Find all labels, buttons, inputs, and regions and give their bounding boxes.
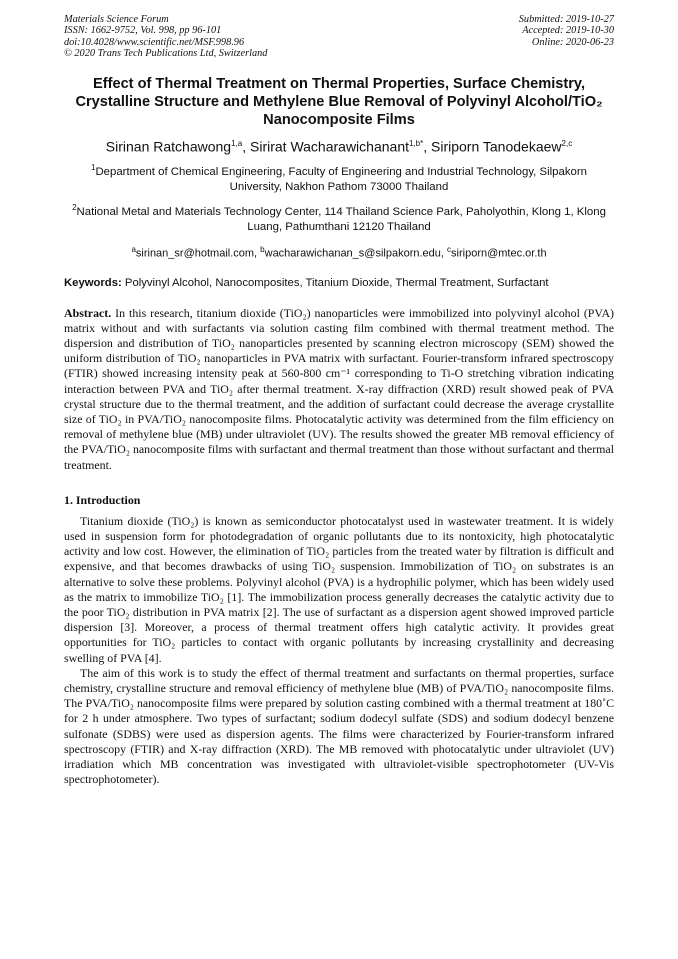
section-heading: 1. Introduction <box>64 492 141 507</box>
email-mark: c <box>447 244 452 254</box>
affiliation <box>64 160 614 195</box>
email-mark: b <box>260 244 265 254</box>
author-list: Sirinan Ratchawong$^{1,a}$, Sirirat Wacharawichanant$^{1,b*}$, Siriporn Tanodekaew$^{2,c}$ <box>105 138 573 155</box>
intro-paragraph: Titanium dioxide (TiO₂) is known as semiconductor photocatalyst used in wastewater treatment. It is widely used in suspension form for photodegradation of organic pollutants due to its nontoxicity, high photocatalytic activity and low cost. However, the elimination of TiO₂ particles from the treated water by filtration is difficult and expensive, and that becomes drawbacks of using TiO₂ suspension. Immobilization of TiO₂ on substrates is an alternative to solve these problems. Polyvinyl alcohol (PVA) is a hydrophilic polymer, which has been widely used as the matrix to immobilize TiO₂ [1]. The immobilization process generally decreases the catalytic activity due to the poor TiO₂ distribution in PVA matrix [2]. The use of surfactant as a dispersion agent showed improved particle dispersion [3]. Moreover, a process of thermal treatment offers high catalytic activity. It provides great opportunities for TiO₂ particles to contact with organic pollutants by increasing crystallinity and decreasing swelling of PVA [4]. <box>64 513 614 665</box>
journal-header <box>64 14 614 60</box>
journal-name: Materials Science Forum <box>64 14 169 25</box>
affiliation-mark: 1 <box>90 163 96 173</box>
intro-paragraph: The aim of this work is to study the effect of thermal treatment and surfactants on thermal properties, surface chemistry, crystalline structure and removal efficiency of methylene blue (MB) of PVA/TiO₂ nanocomposite films. The PVA/TiO₂ nanocomposite films were prepared by solution casting combined with a thermal treatment at 180˚C for 2 h under atmosphere. Two types of surfactant; sodium dodecyl sulfate (SDS) and sodium dodecyl benzene sulfonate (SDBS) were used as dispersion agents. The films were characterized by Fourier-transform infrared spectroscopy (FTIR) and X-ray diffraction (XRD). The MB removed with photocatalytic under ultraviolet (UV) irradiation which MB concentration was investigated with ultraviolet-visible spectrophotometer (UV-Vis spectrophotometer). <box>64 665 614 787</box>
email-mark: a <box>131 244 136 254</box>
email-link[interactable]: wacharawichanan_s@silpakorn.edu <box>264 247 441 260</box>
author-name: Sirirat Wacharawichanant <box>250 138 409 155</box>
abstract-text: In this research, titanium dioxide (TiO₂) nanoparticles were immobilized into polyvinyl alcohol (PVA) matrix without and with surfactants via solution casting film combined with thermal treatment method. The dispersion and distribution of TiO₂ nanoparticles presented by scanning electron microscopy (SEM) showed the uniform distribution of TiO₂ nanoparticles in PVA matrix with surfactant. Fourier-transform infrared spectroscopy (FTIR) showed increasing intensity peak at 560-800 cm⁻¹ corresponding to Ti-O stretching vibration indicating interaction between PVA and TiO₂ after thermal treatment. X-ray diffraction (XRD) result showed peak of PVA crystal structure due to the thermal treatment, and the addition of surfactant could decrease the average crystallite size of TiO₂ in PVA/TiO₂ nanocomposite films. Photocatalytic activity was determined from the film efficiency on removal of methylene blue (MB) under ultraviolet (UV). The results showed the greater MB removal efficiency of the PVA/TiO₂ nanocomposite films with surfactant and thermal treatment than those without surfactant and thermal treatment. <box>64 305 614 472</box>
journal-issn: ISSN: 1662-9752, Vol. 998, pp 96-101 <box>64 25 222 37</box>
keywords-label: Keywords: <box>64 276 122 289</box>
author-emails: $^a$sirinan_sr@hotmail.com, $^b$wacharawichanan_s@silpakorn.edu, $^c$siriporn@mtec.or.th <box>131 244 547 260</box>
affiliation <box>64 200 614 235</box>
author-affiliation-mark: 1,a <box>231 138 243 148</box>
author-affiliation-mark: 2,c <box>561 138 573 148</box>
journal-doi: doi:10.4028/www.scientific.net/MSF.998.96 <box>64 36 245 48</box>
submission-dates <box>519 14 614 60</box>
affiliation-text: National Metal and Materials Technology Center, 114 Thailand Science Park, Paholyothin, Klong 1, Klong Luang, Pathumthani 12120 Thailand <box>76 205 606 233</box>
journal-info <box>64 14 267 60</box>
paper-title: Effect of Thermal Treatment on Thermal Properties, Surface Chemistry, Crystalline Structure and Methylene Blue Removal of Polyvinyl Alcohol/TiO₂ Nanocomposite Films <box>75 75 603 128</box>
date-submitted: Submitted: 2019-10-27 <box>518 14 614 25</box>
author-affiliation-mark: 1,b* <box>409 138 424 148</box>
author-name: Sirinan Ratchawong <box>105 138 232 155</box>
email-link[interactable]: sirinan_sr@hotmail.com <box>135 247 255 260</box>
author-name: Siriporn Tanodekaew <box>431 138 562 155</box>
affiliation-mark: 2 <box>72 203 77 213</box>
abstract-label: Abstract. <box>64 305 112 320</box>
journal-copyright: © 2020 Trans Tech Publications Ltd, Switzerland <box>64 48 268 60</box>
abstract <box>64 306 614 473</box>
email-link[interactable]: siriporn@mtec.or.th <box>451 247 547 260</box>
affiliation-text: Department of Chemical Engineering, Faculty of Engineering and Industrial Technology, Silpakorn University, Nakhon Pathom 73000 Thailand <box>95 166 587 194</box>
date-accepted: Accepted: 2019-10-30 <box>522 25 614 37</box>
keywords <box>64 276 614 290</box>
date-online: Online: 2020-06-23 <box>531 36 614 48</box>
keywords-text: Polyvinyl Alcohol, Nanocomposites, Titanium Dioxide, Thermal Treatment, Surfactant <box>124 276 549 289</box>
